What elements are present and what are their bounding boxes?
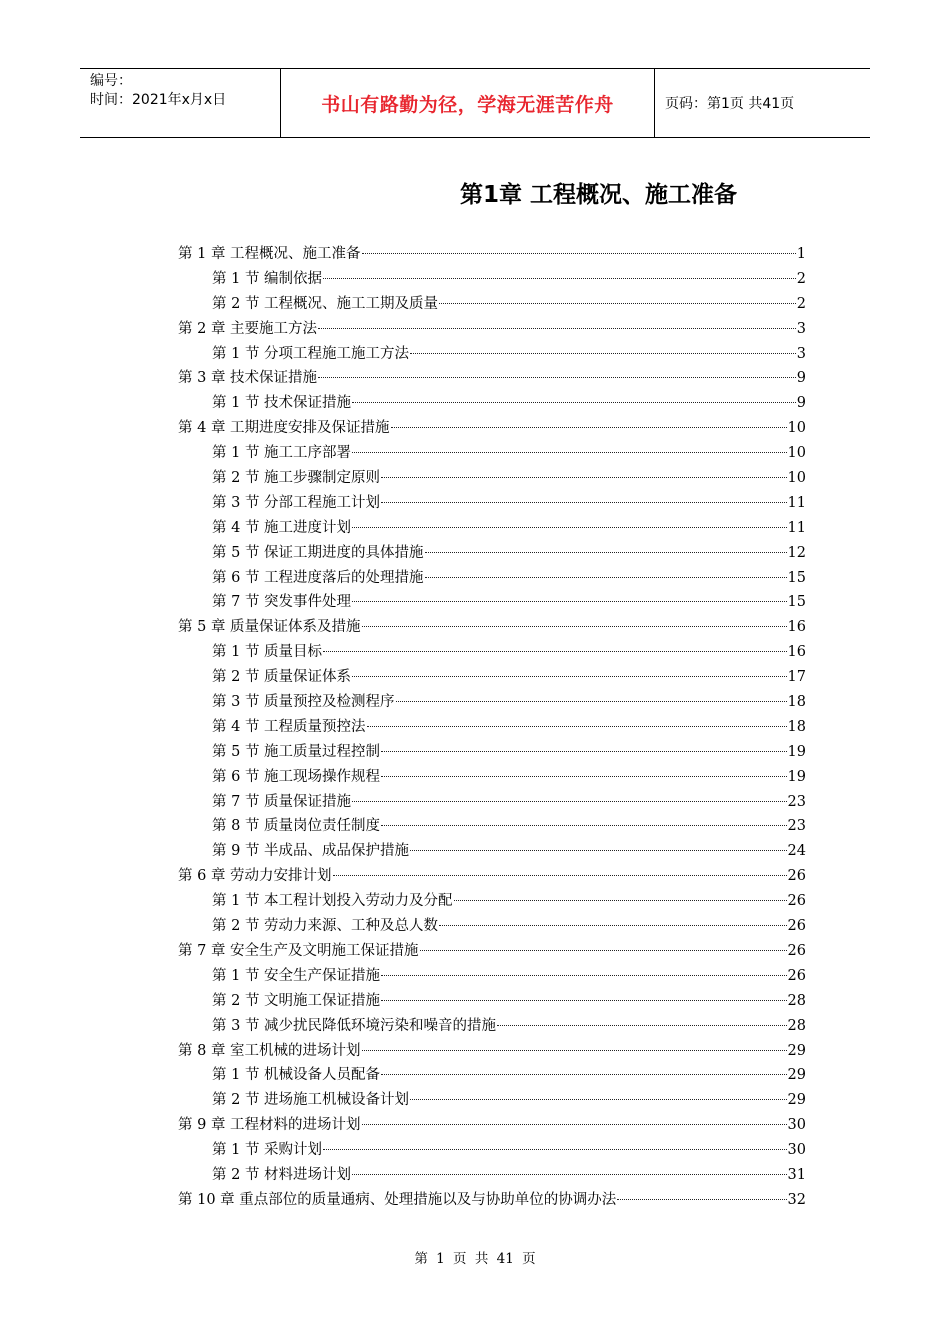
toc-dot-leader (617, 1199, 786, 1200)
toc-dot-leader (425, 577, 787, 578)
toc-chapter-entry[interactable] (178, 615, 806, 640)
toc-entry-page: 28 (787, 1017, 806, 1034)
toc-dot-leader (323, 651, 786, 652)
toc-entry-label: 第 2 节 质量保证体系 (212, 669, 352, 686)
toc-entry-label: 第 1 节 分项工程施工施工方法 (212, 345, 410, 362)
toc-entry-page: 26 (787, 918, 806, 935)
toc-entry-label: 第 1 节 质量目标 (212, 644, 323, 661)
toc-section-entry[interactable] (178, 715, 806, 740)
toc-entry-page: 23 (787, 793, 806, 810)
toc-section-entry[interactable] (178, 391, 806, 416)
toc-section-entry[interactable] (178, 889, 806, 914)
toc-dot-leader (367, 726, 787, 727)
toc-dot-leader (420, 950, 787, 951)
toc-section-entry[interactable] (178, 292, 806, 317)
toc-entry-page: 3 (796, 345, 806, 362)
toc-dot-leader (396, 701, 787, 702)
toc-section-entry[interactable] (178, 790, 806, 815)
toc-entry-page: 29 (787, 1067, 806, 1084)
toc-entry-page: 19 (787, 768, 806, 785)
toc-entry-label: 第 2 节 进场施工机械设备计划 (212, 1092, 410, 1109)
toc-dot-leader (352, 601, 786, 602)
toc-entry-label: 第 7 章 安全生产及文明施工保证措施 (178, 942, 419, 959)
toc-dot-leader (318, 377, 796, 378)
toc-entry-label: 第 1 章 工程概况、施工准备 (178, 246, 361, 262)
toc-entry-page: 10 (787, 445, 806, 462)
toc-dot-leader (318, 328, 796, 329)
toc-entry-page: 10 (787, 470, 806, 487)
toc-entry-page: 23 (787, 818, 806, 835)
toc-entry-label: 第 5 章 质量保证体系及措施 (178, 619, 361, 636)
toc-section-entry[interactable] (178, 640, 806, 665)
toc-section-entry[interactable] (178, 590, 806, 615)
toc-chapter-entry[interactable] (178, 242, 806, 267)
table-of-contents (178, 242, 806, 1213)
toc-entry-page: 2 (796, 295, 806, 312)
toc-section-entry[interactable] (178, 690, 806, 715)
toc-entry-page: 2 (796, 270, 806, 287)
toc-dot-leader (381, 751, 786, 752)
toc-entry-page: 18 (787, 718, 806, 735)
toc-dot-leader (410, 1099, 786, 1100)
header-time-label: 时间：2021年x月x日 (90, 92, 227, 108)
toc-entry-label: 第 6 章 劳动力安排计划 (178, 868, 332, 885)
toc-entry-label: 第 1 节 技术保证措施 (212, 395, 352, 412)
toc-chapter-entry[interactable] (178, 864, 806, 889)
toc-chapter-entry[interactable] (178, 1188, 806, 1213)
toc-dot-leader (362, 1124, 787, 1125)
toc-section-entry[interactable] (178, 1014, 806, 1039)
toc-dot-leader (362, 626, 787, 627)
toc-entry-label: 第 7 节 质量保证措施 (212, 793, 352, 810)
toc-chapter-entry[interactable] (178, 416, 806, 441)
toc-entry-label: 第 1 节 安全生产保证措施 (212, 967, 381, 984)
toc-entry-label: 第 3 章 技术保证措施 (178, 370, 318, 387)
toc-entry-page: 26 (787, 868, 806, 885)
toc-entry-page: 12 (787, 544, 806, 561)
toc-dot-leader (454, 900, 787, 901)
toc-section-entry[interactable] (178, 466, 806, 491)
header-motto: 书山有路勤为径，学海无涯苦作舟 (281, 69, 655, 137)
toc-entry-label: 第 7 节 突发事件处理 (212, 594, 352, 611)
toc-entry-label: 第 10 章 重点部位的质量通病、处理措施以及与协助单位的协调办法 (178, 1191, 617, 1208)
toc-entry-page: 16 (787, 619, 806, 636)
toc-chapter-entry[interactable] (178, 317, 806, 342)
toc-dot-leader (410, 850, 786, 851)
toc-entry-page: 24 (787, 843, 806, 860)
toc-dot-leader (362, 253, 796, 254)
toc-entry-page: 15 (787, 594, 806, 611)
toc-dot-leader (381, 776, 786, 777)
toc-entry-label: 第 9 章 工程材料的进场计划 (178, 1117, 361, 1134)
toc-entry-label: 第 9 节 半成品、成品保护措施 (212, 843, 410, 860)
toc-entry-label: 第 8 章 室工机械的进场计划 (178, 1042, 361, 1059)
page-header (80, 68, 870, 138)
toc-entry-page: 19 (787, 743, 806, 760)
toc-entry-page: 15 (787, 569, 806, 586)
toc-entry-page: 10 (787, 420, 806, 437)
toc-entry-label: 第 2 节 施工步骤制定原则 (212, 470, 381, 487)
toc-entry-page: 11 (787, 494, 806, 511)
toc-dot-leader (381, 1000, 786, 1001)
toc-section-entry[interactable] (178, 914, 806, 939)
toc-section-entry[interactable] (178, 665, 806, 690)
toc-dot-leader (381, 825, 786, 826)
toc-dot-leader (352, 676, 786, 677)
toc-entry-label: 第 3 节 减少扰民降低环境污染和噪音的措施 (212, 1017, 497, 1034)
toc-dot-leader (352, 527, 786, 528)
toc-dot-leader (352, 402, 796, 403)
toc-section-entry[interactable] (178, 342, 806, 367)
page-footer: 第 1 页 共 41 页 (414, 1251, 536, 1267)
toc-dot-leader (333, 875, 787, 876)
toc-entry-label: 第 1 节 施工工序部署 (212, 445, 352, 462)
toc-dot-leader (352, 452, 786, 453)
toc-entry-label: 第 2 章 主要施工方法 (178, 320, 318, 337)
toc-entry-label: 第 5 节 保证工期进度的具体措施 (212, 544, 424, 561)
toc-entry-label: 第 8 节 质量岗位责任制度 (212, 818, 381, 835)
toc-section-entry[interactable] (178, 989, 806, 1014)
toc-entry-label: 第 4 节 施工进度计划 (212, 519, 352, 536)
toc-entry-page: 16 (787, 644, 806, 661)
toc-entry-page: 28 (787, 992, 806, 1009)
toc-entry-label: 第 5 节 施工质量过程控制 (212, 743, 381, 760)
toc-dot-leader (362, 1050, 787, 1051)
toc-dot-leader (391, 427, 787, 428)
toc-entry-label: 第 2 节 劳动力来源、工种及总人数 (212, 918, 439, 935)
toc-section-entry[interactable] (178, 740, 806, 765)
toc-entry-label: 第 3 节 分部工程施工计划 (212, 494, 381, 511)
toc-section-entry[interactable] (178, 516, 806, 541)
toc-entry-page: 11 (787, 519, 806, 536)
toc-section-entry[interactable] (178, 1163, 806, 1188)
toc-section-entry[interactable] (178, 839, 806, 864)
toc-chapter-entry[interactable] (178, 939, 806, 964)
toc-entry-page: 18 (787, 694, 806, 711)
toc-entry-page: 30 (787, 1117, 806, 1134)
toc-dot-leader (381, 502, 786, 503)
toc-entry-page: 9 (796, 370, 806, 387)
toc-entry-label: 第 2 节 文明施工保证措施 (212, 992, 381, 1009)
toc-dot-leader (439, 303, 796, 304)
toc-dot-leader (497, 1025, 786, 1026)
toc-entry-page: 17 (787, 669, 806, 686)
toc-entry-page: 32 (787, 1191, 806, 1208)
toc-entry-label: 第 1 节 本工程计划投入劳动力及分配 (212, 893, 453, 910)
toc-dot-leader (381, 1074, 786, 1075)
toc-entry-page: 26 (787, 967, 806, 984)
toc-entry-label: 第 4 节 工程质量预控法 (212, 718, 366, 735)
toc-dot-leader (425, 552, 787, 553)
toc-section-entry[interactable] (178, 1138, 806, 1163)
toc-dot-leader (352, 1174, 786, 1175)
toc-section-entry[interactable] (178, 441, 806, 466)
toc-dot-leader (323, 1149, 786, 1150)
toc-chapter-entry[interactable] (178, 1039, 806, 1064)
header-page-info: 页码：第1页 共41页 (665, 96, 795, 112)
toc-entry-label: 第 6 节 工程进度落后的处理措施 (212, 569, 424, 586)
toc-entry-page: 1 (796, 246, 806, 262)
toc-entry-label: 第 4 章 工期进度安排及保证措施 (178, 420, 390, 437)
toc-section-entry[interactable] (178, 1088, 806, 1113)
toc-entry-page: 9 (796, 395, 806, 412)
toc-entry-label: 第 6 节 施工现场操作规程 (212, 768, 381, 785)
toc-section-entry[interactable] (178, 814, 806, 839)
toc-entry-label: 第 1 节 机械设备人员配备 (212, 1067, 381, 1084)
toc-entry-page: 26 (787, 942, 806, 959)
toc-entry-label: 第 1 节 采购计划 (212, 1142, 323, 1159)
toc-entry-page: 31 (787, 1166, 806, 1183)
toc-dot-leader (323, 278, 796, 279)
toc-entry-page: 30 (787, 1142, 806, 1159)
toc-dot-leader (352, 801, 786, 802)
toc-section-entry[interactable] (178, 566, 806, 591)
toc-section-entry[interactable] (178, 541, 806, 566)
toc-dot-leader (439, 925, 786, 926)
toc-section-entry[interactable] (178, 491, 806, 516)
toc-entry-label: 第 1 节 编制依据 (212, 270, 323, 287)
header-number-label: 编号： (90, 73, 132, 89)
toc-section-entry[interactable] (178, 964, 806, 989)
toc-entry-page: 29 (787, 1042, 806, 1059)
toc-dot-leader (410, 353, 796, 354)
toc-chapter-entry[interactable] (178, 1113, 806, 1138)
toc-entry-label: 第 3 节 质量预控及检测程序 (212, 694, 395, 711)
chapter-title: 第1章 工程概况、施工准备 (460, 182, 738, 208)
toc-entry-label: 第 2 节 材料进场计划 (212, 1166, 352, 1183)
toc-section-entry[interactable] (178, 1063, 806, 1088)
toc-entry-label: 第 2 节 工程概况、施工工期及质量 (212, 295, 439, 312)
toc-entry-page: 26 (787, 893, 806, 910)
toc-dot-leader (381, 477, 786, 478)
toc-section-entry[interactable] (178, 267, 806, 292)
header-meta (80, 69, 281, 137)
toc-entry-page: 3 (796, 320, 806, 337)
toc-dot-leader (381, 975, 786, 976)
toc-chapter-entry[interactable] (178, 366, 806, 391)
toc-entry-page: 29 (787, 1092, 806, 1109)
toc-section-entry[interactable] (178, 765, 806, 790)
